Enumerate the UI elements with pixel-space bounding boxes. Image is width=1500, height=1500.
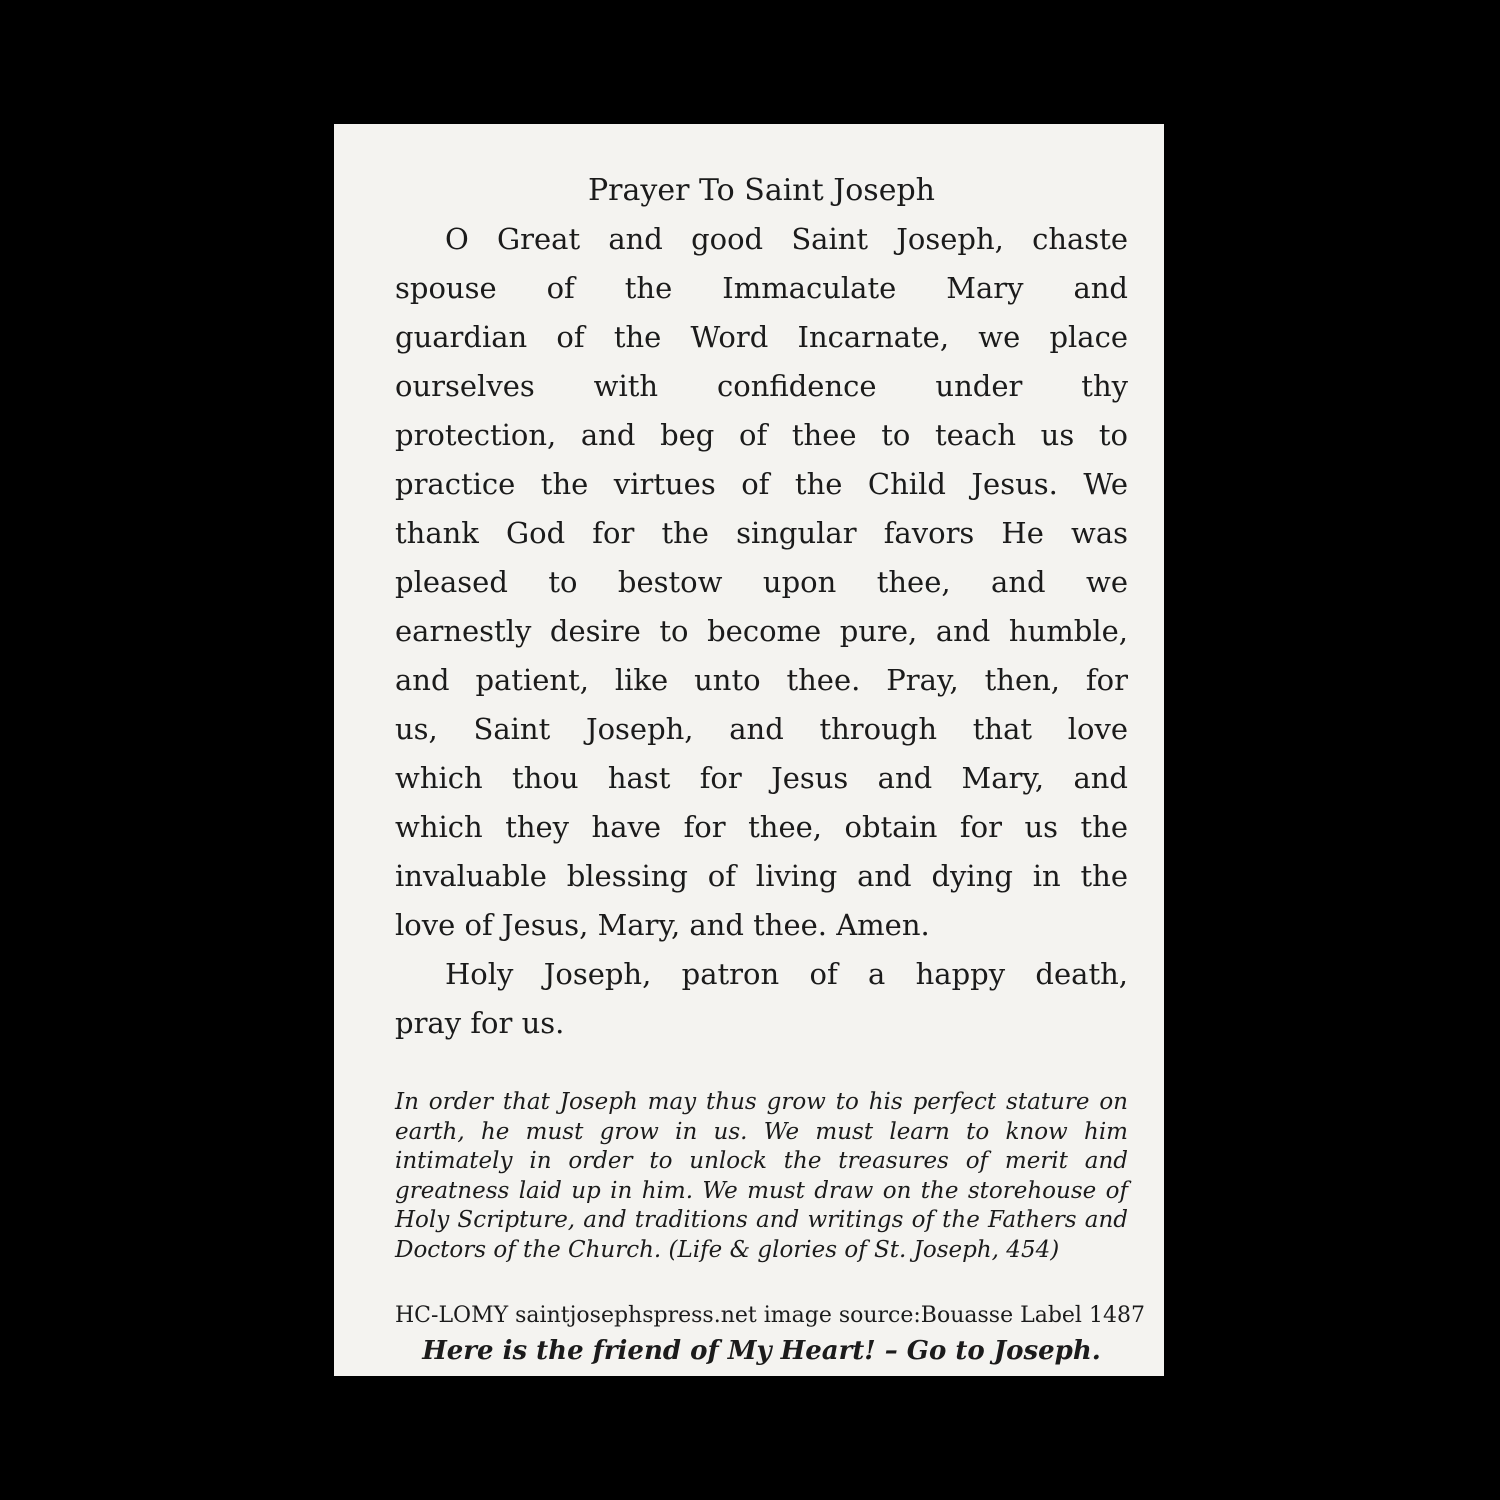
prayer-line: earnestly desire to become pure, and humble, [395,614,1128,648]
prayer-line: protection, and beg of thee to teach us to [395,418,1128,452]
prayer-line: which they have for thee, obtain for us the [395,810,1128,844]
prayer-line: thank God for the singular favors He was [395,516,1128,550]
quote-line: intimately in order to unlock the treasures of merit and [395,1148,1128,1174]
prayer-line: pleased to bestow upon thee, and we [395,565,1128,599]
prayer-line: which thou hast for Jesus and Mary, and [395,761,1128,795]
quote-line: greatness laid up in him. We must draw on the storehouse of [395,1177,1128,1204]
prayer-body [395,215,1128,1048]
prayer-line: spouse of the Immaculate Mary and [395,271,1128,305]
prayer-line: Holy Joseph, patron of a happy death, [445,957,1128,991]
prayer-line: O Great and good Saint Joseph, chaste [445,222,1128,256]
quote-line: earth, he must grow in us. We must learn to know him [395,1118,1128,1145]
prayer-line: invaluable blessing of living and dying in the [395,859,1128,893]
card-footer [395,1301,1145,1371]
quote-block [395,1088,1128,1265]
publisher-credit: HC-LOMY saintjosephspress.net image source:Bouasse Label 1487 [395,1303,1145,1328]
prayer-line: and patient, like unto thee. Pray, then, for [395,663,1128,697]
prayer-line: us, Saint Joseph, and through that love [395,712,1128,746]
quote-line: Holy Scripture, and traditions and writings of the Fathers and [395,1207,1128,1233]
prayer-card [334,124,1164,1376]
prayer-line: love of Jesus, Mary, and thee. Amen. [395,908,930,942]
prayer-line: ourselves with confidence under thy [395,369,1128,403]
quote-line: In order that Joseph may thus grow to his perfect stature on [395,1089,1128,1115]
prayer-line: pray for us. [395,1006,565,1040]
prayer-line: practice the virtues of the Child Jesus. We [395,467,1128,501]
prayer-title: Prayer To Saint Joseph [588,173,935,208]
prayer-line: guardian of the Word Incarnate, we place [395,320,1128,354]
motto-line: Here is the friend of My Heart! – Go to Joseph. [422,1336,1101,1366]
quote-line: Doctors of the Church. (Life & glories of St. Joseph, 454) [395,1236,1060,1263]
